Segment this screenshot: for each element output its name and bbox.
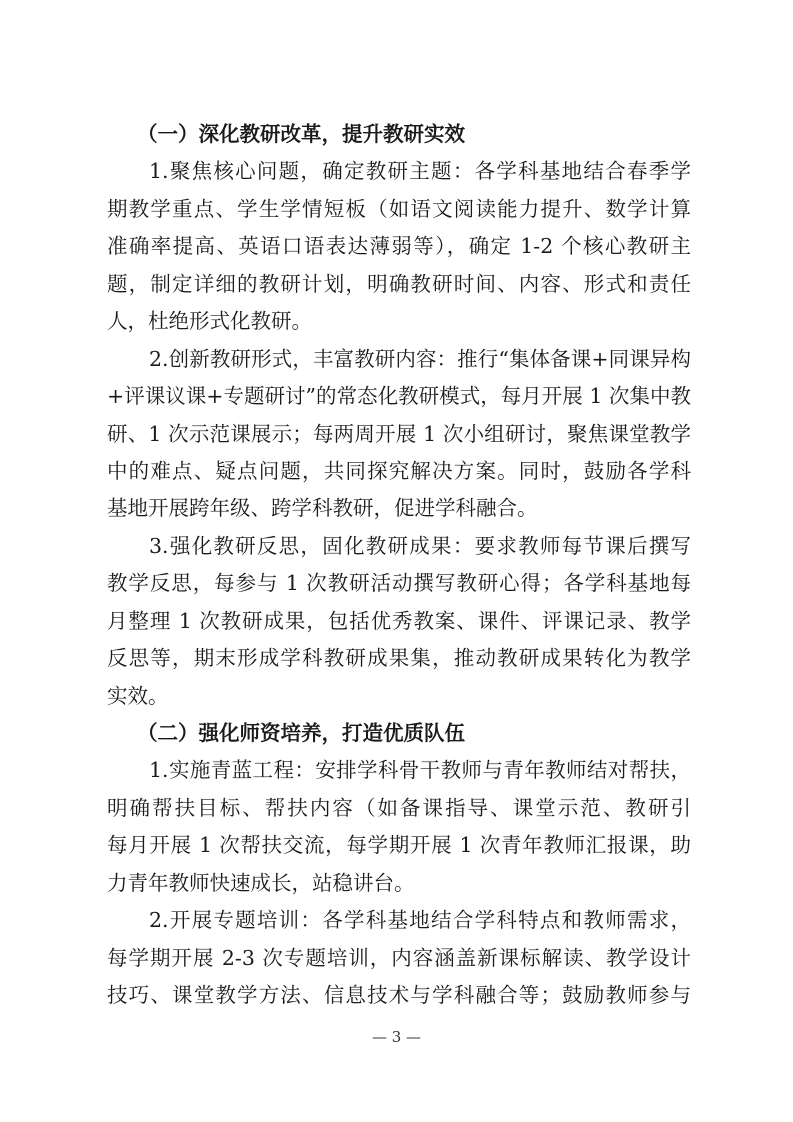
paragraph-line: 中的难点、疑点问题，共同探究解决方案。同时，鼓励各学科: [107, 458, 691, 483]
paragraph-line: 研、1 次示范课展示；每两周开展 1 次小组研讨，聚焦课堂教学: [107, 421, 691, 446]
paragraph-line: 期教学重点、学生学情短板（如语文阅读能力提升、数学计算: [107, 196, 691, 221]
paragraph-line: 准确率提高、英语口语表达薄弱等），确定 1-2 个核心教研主: [107, 234, 691, 259]
paragraph-line: 明确帮扶目标、帮扶内容（如备课指导、课堂示范、教研引: [107, 795, 691, 820]
paragraph-line: +评课议课+专题研讨”的常态化教研模式，每月开展 1 次集中教: [107, 384, 691, 409]
paragraph-line: 实效。: [107, 683, 169, 708]
section-heading: （二）强化师资培养，打造优质队伍: [137, 721, 465, 745]
paragraph-line: 月整理 1 次教研成果，包括优秀教案、课件、评课记录、教学: [107, 608, 691, 633]
paragraph-line: 3.强化教研反思，固化教研成果：要求教师每节课后撰写: [149, 533, 691, 558]
paragraph-line: 技巧、课堂教学方法、信息技术与学科融合等；鼓励教师参与: [107, 983, 691, 1008]
paragraph-line: 每学期开展 2-3 次专题培训，内容涵盖新课标解读、教学设计: [107, 945, 691, 970]
paragraph-line: 2.创新教研形式，丰富教研内容：推行“集体备课+同课异构: [149, 346, 691, 371]
page-number: — 3 —: [371, 1028, 422, 1046]
document-body: [107, 116, 691, 1015]
section-heading: （一）深化教研改革，提升教研实效: [137, 122, 465, 146]
paragraph-line: 1.实施青蓝工程：安排学科骨干教师与青年教师结对帮扶，: [149, 758, 691, 783]
paragraph-line: 题，制定详细的教研计划，明确教研时间、内容、形式和责任: [107, 271, 691, 296]
paragraph-line: 基地开展跨年级、跨学科教研，促进学科融合。: [107, 496, 538, 521]
paragraph-line: 力青年教师快速成长，站稳讲台。: [107, 870, 415, 895]
paragraph-line: 2.开展专题培训：各学科基地结合学科特点和教师需求，: [149, 908, 691, 933]
paragraph-line: 反思等，期末形成学科教研成果集，推动教研成果转化为教学: [107, 646, 691, 671]
paragraph-line: 1.聚焦核心问题，确定教研主题：各学科基地结合春季学: [149, 159, 691, 184]
paragraph-line: 人，杜绝形式化教研。: [107, 309, 312, 334]
paragraph-line: 每月开展 1 次帮扶交流，每学期开展 1 次青年教师汇报课，助: [107, 833, 691, 858]
paragraph-line: 教学反思，每参与 1 次教研活动撰写教研心得；各学科基地每: [107, 571, 691, 596]
